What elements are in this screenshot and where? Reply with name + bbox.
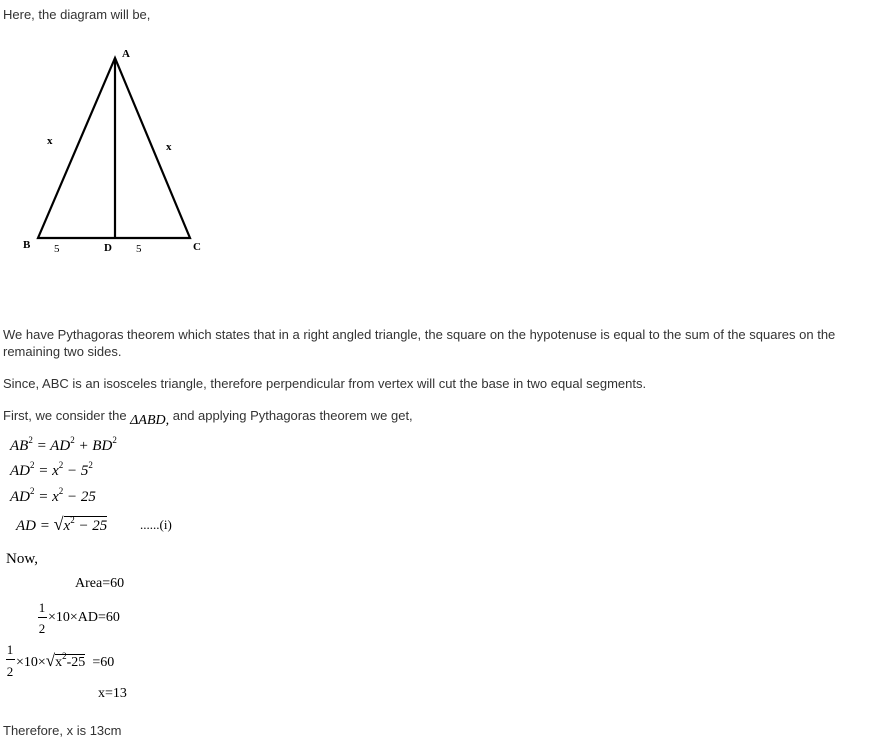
side-ab-label: x xyxy=(47,135,53,147)
vertex-d-label: D xyxy=(104,242,112,254)
equation-1: $AB^2 = AD^2 + BD^2$ xyxy=(10,435,117,454)
fraction-numerator: 1 xyxy=(38,600,46,615)
intro-text: Here, the diagram will be, xyxy=(3,7,151,22)
isosceles-statement: Since, ABC is an isosceles triangle, therefore perpendicular from vertex will cut the base in two equal segments. xyxy=(3,376,647,391)
triangle-abd: ΔABD, xyxy=(130,413,170,428)
segment-dc-label: 5 xyxy=(136,243,142,255)
area-line: Area=60 xyxy=(75,576,125,591)
consider-triangle-line xyxy=(3,407,413,428)
side-ac-label: x xyxy=(166,141,172,153)
result-line: x=13 xyxy=(98,686,127,701)
vertex-c-label: C xyxy=(193,241,201,253)
pythagoras-statement: We have Pythagoras theorem which states that in a right angled triangle, the square on the hypotenuse is equal to the sum of the squares on the remaining two sides. xyxy=(3,327,836,359)
vertex-b-label: B xyxy=(23,239,31,251)
substituted-equation: $\times 10\times√x^2-25 =60$ xyxy=(16,651,115,670)
fraction-bar xyxy=(38,617,47,618)
fraction-denominator: 2 xyxy=(38,621,46,636)
vertex-a-label: A xyxy=(122,48,130,60)
equation-3: $AD^2 = x^2 - 25$ xyxy=(10,486,96,505)
now-label: Now, xyxy=(6,551,38,567)
sqrt-icon: √ xyxy=(45,651,56,670)
consider-prefix: First, we consider the xyxy=(3,408,127,423)
segment-bd-label: 5 xyxy=(54,243,60,255)
fraction-denominator-2: 2 xyxy=(6,664,14,679)
area-equation-line: ×10×AD=60 xyxy=(48,610,120,625)
conclusion-text: Therefore, x is 13cm xyxy=(3,723,122,738)
equation-reference: ......(i) xyxy=(140,517,172,532)
isosceles-triangle-diagram xyxy=(0,40,220,260)
consider-suffix: and applying Pythagoras theorem we get, xyxy=(172,408,413,423)
fraction-numerator-2: 1 xyxy=(6,642,14,657)
fraction-bar-2 xyxy=(6,659,15,660)
equation-2: $AD^2 = x^2 - 5^2$ xyxy=(10,460,93,479)
equation-4: AD = $√x^2 - 25$ xyxy=(16,514,108,534)
sqrt-icon: √ xyxy=(53,514,64,534)
